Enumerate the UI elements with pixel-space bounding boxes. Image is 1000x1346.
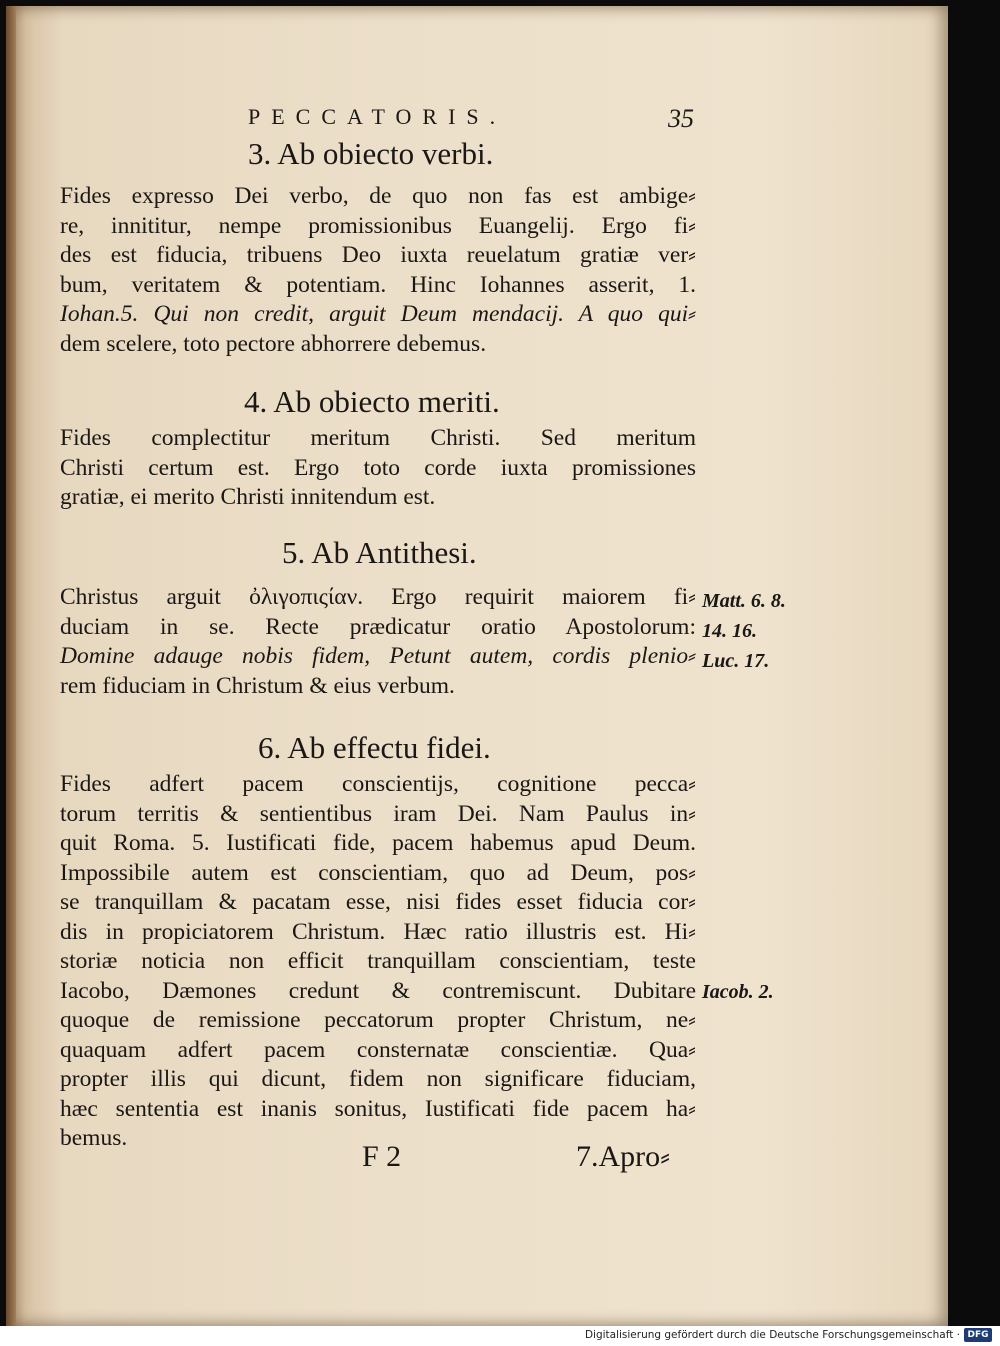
text-line: dem scelere, toto pectore abhorrere debemus. — [60, 330, 487, 357]
paragraph — [60, 182, 696, 359]
signature-mark: F 2 — [362, 1140, 402, 1173]
dfg-logo-icon: DFG — [964, 1328, 992, 1342]
text-line: rem fiduciam in Christum & eius verbum. — [60, 672, 455, 699]
catchword: 7.Apro⸗ — [576, 1140, 671, 1173]
margin-note: Luc. 17. — [702, 650, 770, 672]
text-line: storiæ noticia non efficit tranquillam conscientiam, teste — [60, 948, 696, 974]
paragraph — [60, 770, 696, 1154]
paragraph — [60, 424, 696, 513]
footer-bar — [0, 1326, 1000, 1346]
margin-note: 14. 16. — [702, 620, 757, 642]
running-head: PECCATORIS. — [248, 104, 507, 129]
text-line: bemus. — [60, 1125, 128, 1151]
text-line: bum, veritatem & potentiam. Hinc Iohannes asserit, 1. — [60, 271, 696, 298]
page-gutter-edge — [6, 6, 16, 1326]
text-line: torum territis & sentientibus iram Dei. Nam Paulus in⸗ — [60, 800, 696, 827]
text-line: propter illis qui dicunt, fidem non significare fiduciam, — [60, 1066, 696, 1092]
text-line: se tranquillam & pacatam esse, nisi fides esset fiducia cor⸗ — [60, 889, 696, 915]
text-line: Iohan.5. Qui non credit, arguit Deum mendacij. A quo qui⸗ — [60, 301, 696, 327]
text-line: dis in propiciatorem Christum. Hæc ratio illustris est. Hi⸗ — [60, 918, 696, 945]
text-line: Christi certum est. Ergo toto corde iuxta promissiones — [60, 454, 696, 481]
text-line: quit Roma. 5. Iustificati fide, pacem habemus apud Deum. — [60, 830, 696, 856]
text-line: quoque de remissione peccatorum propter Christum, ne⸗ — [60, 1007, 696, 1033]
section-heading: 6. Ab effectu fidei. — [258, 730, 491, 765]
text-line: duciam in se. Recte prædicatur oratio Apostolorum: — [60, 613, 696, 640]
margin-note: Matt. 6. 8. — [702, 590, 786, 612]
text-line: Iacobo, Dæmones credunt & contremiscunt. Dubitare — [60, 977, 696, 1004]
paragraph — [60, 583, 696, 701]
text-line: re, innititur, nempe promissionibus Euangelij. Ergo fi⸗ — [60, 212, 696, 239]
scan-border — [948, 6, 1000, 1326]
page-number: 35 — [668, 104, 694, 133]
section-heading: 3. Ab obiecto verbi. — [248, 136, 494, 171]
text-line: Fides complectitur meritum Christi. Sed meritum — [60, 425, 696, 451]
section-heading: 5. Ab Antithesi. — [282, 535, 477, 570]
text-line: Fides adfert pacem conscientijs, cognitione pecca⸗ — [60, 771, 696, 797]
text-line: hæc sententia est inanis sonitus, Iustificati fide pacem ha⸗ — [60, 1095, 696, 1122]
funding-credit: Digitalisierung gefördert durch die Deutsche Forschungsgemeinschaft · — [584, 1329, 960, 1341]
text-line: des est fiducia, tribuens Deo iuxta reuelatum gratiæ ver⸗ — [60, 242, 696, 268]
text-line: Fides expresso Dei verbo, de quo non fas est ambige⸗ — [60, 183, 696, 209]
section-heading: 4. Ab obiecto meriti. — [244, 384, 500, 419]
margin-note: Iacob. 2. — [702, 981, 774, 1003]
text-line: quaquam adfert pacem consternatæ conscientiæ. Qua⸗ — [60, 1036, 696, 1063]
text-line: Impossibile autem est conscientiam, quo ad Deum, pos⸗ — [60, 859, 696, 886]
text-line: Christus arguit ὀλιγοπιςίαν. Ergo requirit maiorem fi⸗ — [60, 584, 696, 610]
text-line: Domine adauge nobis fidem, Petunt autem, cordis plenio⸗ — [60, 643, 696, 669]
text-line: gratiæ, ei merito Christi innitendum est. — [60, 484, 436, 510]
